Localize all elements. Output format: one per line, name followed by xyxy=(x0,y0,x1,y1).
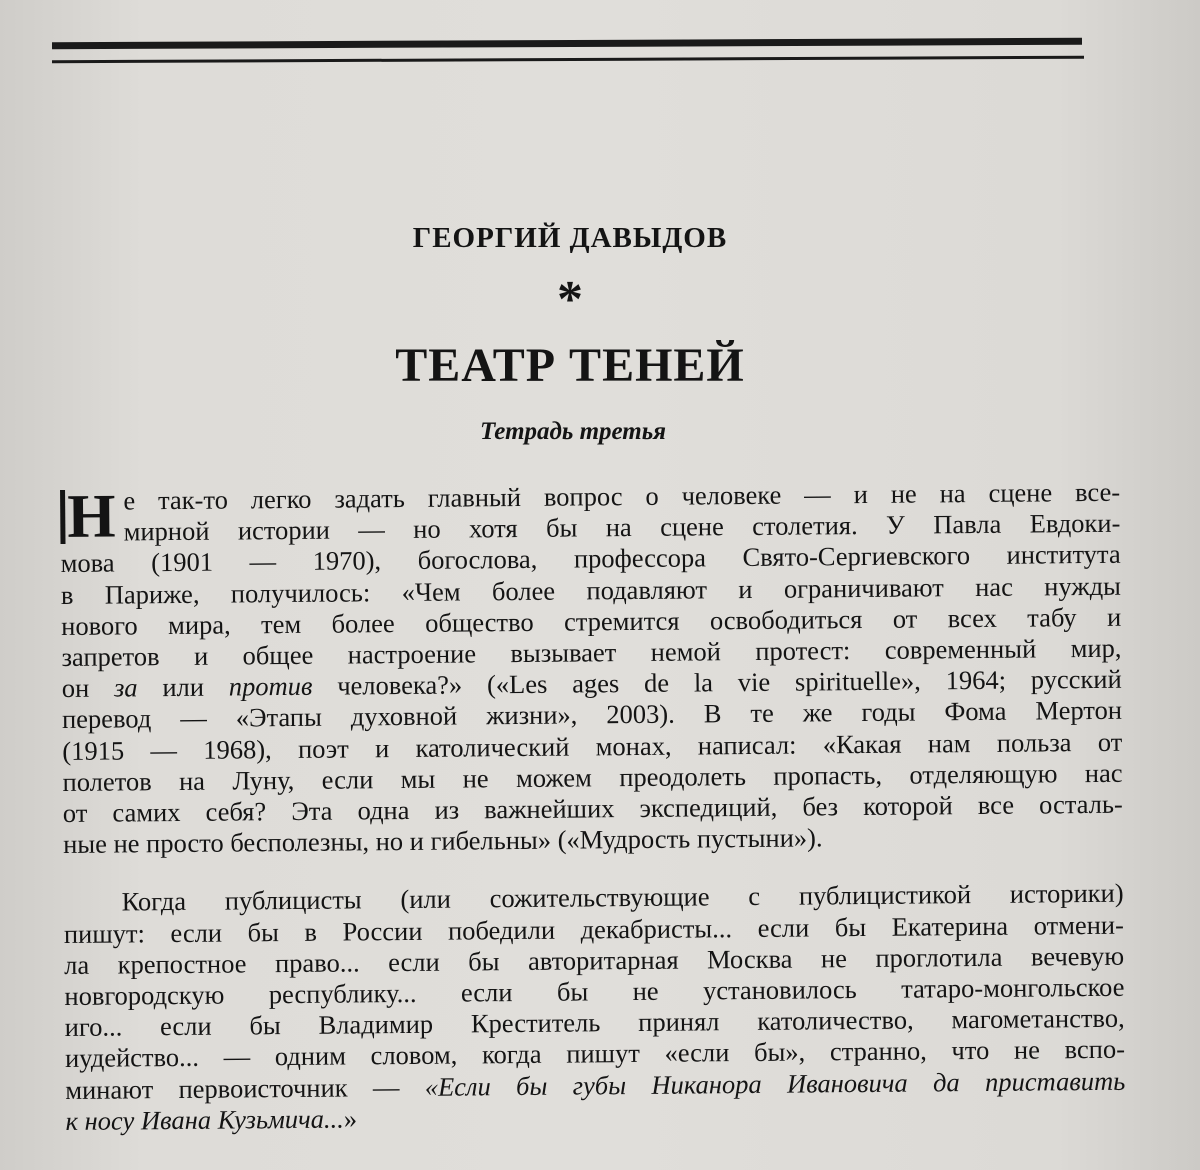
header-rule-thin xyxy=(52,56,1084,64)
text-line: новгородскую республику... если бы не установилось татаро-монгольское xyxy=(64,971,1125,1012)
text-line: иго... если бы Владимир Креститель принял католичество, магометанство, xyxy=(64,1002,1125,1043)
text-fragment: человека?» («Les ages de la vie spirituelle», 1964; русский xyxy=(312,663,1122,702)
text-line: ла крепостное право... если бы авторитарная Москва не проглотила вечевую xyxy=(64,940,1125,980)
text-line: полетов на Луну, если мы не можем преодолеть пропасть, отделяющую нас xyxy=(62,757,1123,797)
italic-fragment: к носу Ивана Кузьмича... xyxy=(65,1103,344,1136)
header-rule-thick xyxy=(52,38,1082,49)
italic-fragment: против xyxy=(228,671,313,702)
article-title: ТЕАТР ТЕНЕЙ xyxy=(395,339,745,392)
text-fragment: или xyxy=(137,671,229,703)
paragraph-2 xyxy=(64,878,1126,1137)
author-name: ГЕОРГИЙ ДАВЫДОВ xyxy=(412,222,728,254)
text-line: в Париже, получилось: «Чем более подавляют и ограничивают нас нужды xyxy=(60,570,1122,610)
paragraph-1 xyxy=(60,477,1123,861)
text-line: (1915 — 1968), поэт и католический монах, написал: «Какая нам польза от xyxy=(62,726,1123,766)
text-fragment: » xyxy=(343,1103,358,1134)
text-line: е так-то легко задать главный вопрос о человеке — и не на сцене все- xyxy=(123,476,1121,516)
text-line: нового мира, тем более общество стремится освободиться от всех табу и xyxy=(61,601,1122,641)
asterisk-ornament: * xyxy=(557,271,583,328)
text-line: пишут: если бы в России победили декабристы... если бы Екатерина отмени- xyxy=(63,909,1124,949)
italic-fragment: «Если бы губы Никанора Ивановича да приставить xyxy=(424,1065,1126,1102)
drop-cap: Н xyxy=(60,490,114,544)
text-fragment: он xyxy=(61,672,115,704)
text-line: иудейство... — одним словом, когда пишут «если бы», странно, что не вспо- xyxy=(64,1034,1126,1074)
text-fragment: минают первоисточник — xyxy=(65,1071,425,1105)
article-subtitle: Тетрадь третья xyxy=(479,418,667,445)
text-line: мова (1901 — 1970), богослова, профессора Свято-Сергиевского института xyxy=(60,539,1121,579)
text-line: мирной истории — но хотя бы на сцене столетия. У Павла Евдоки- xyxy=(123,507,1121,547)
article-body xyxy=(60,477,1126,1137)
italic-fragment: за xyxy=(113,672,138,703)
text-line: Когда публицисты (или сожительствующие с публицистикой историки) xyxy=(121,878,1124,917)
text-line: перевод — «Этапы духовной жизни», 2003). В те же годы Фома Мертон xyxy=(61,695,1123,735)
text-line: ные не просто бесполезны, но и гибельны» («Мудрость пустыни»). xyxy=(62,822,823,860)
text-line: запретов и общее настроение вызывает немой протест: современный мир, xyxy=(61,632,1122,673)
text-line: от самих себя? Эта одна из важнейших экспедиций, без которой все осталь- xyxy=(62,788,1123,829)
